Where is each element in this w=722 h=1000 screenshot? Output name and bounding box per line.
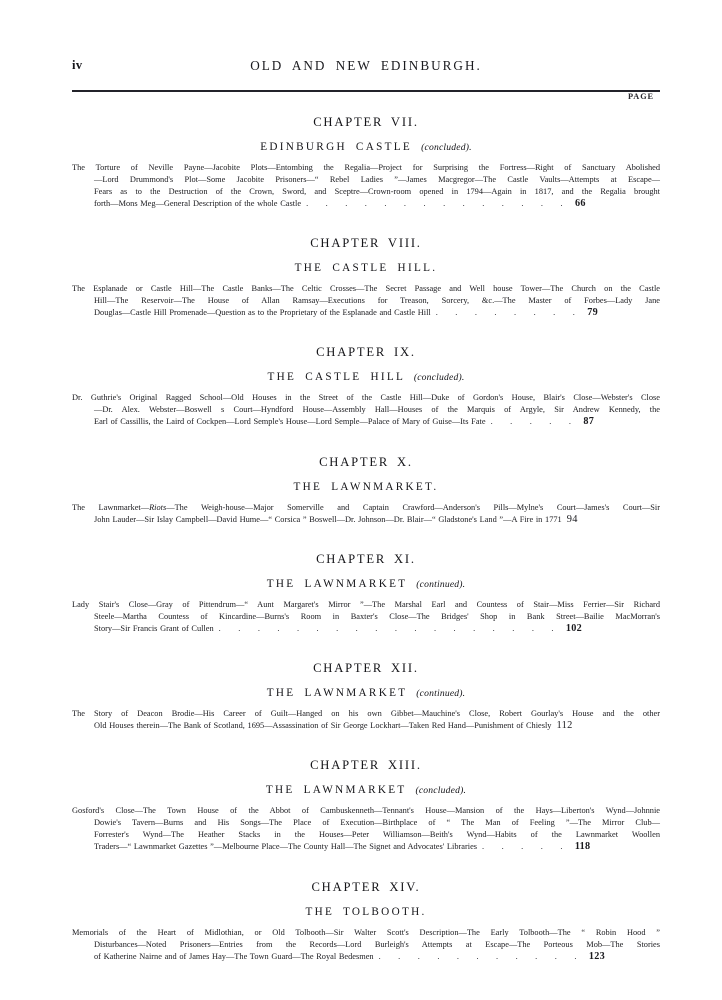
chapter-title-text: THE CASTLE HILL. [294,261,438,274]
chapter-title-qualifier: (concluded). [413,372,465,384]
chapter-entry [72,115,660,210]
chapter-summary-lines [72,708,660,732]
summary-line: —Dr. Alex. Webster—Boswell s Court—Hyndford House—Assembly Hall—Houses of the Marquis of Argyle, Sir Andrew Kennedy, the [94,405,660,415]
summary-line: Hill—The Reservoir—The House of Allan Ramsay—Executions for Treason, Sorcery, &c.—The Master of Forbes—Lady Jane [94,296,660,306]
leader-dots: . . . . . . . . . . . [378,951,584,961]
chapter-entry [72,552,660,635]
folio-number: iv [72,58,83,72]
chapter-summary [72,283,660,319]
summary-line: Steele—Martha Countess of Kincardine—Burns's Room in Baxter's Close—The Bridges' Shop in Bank Street—Bailie MacMorran's [94,611,660,621]
chapter-title [72,784,660,796]
chapter-list [72,115,660,963]
summary-line: Memorials of the Heart of Midlothian, or Old Tolbooth—Sir Walter Scott's Description—The Early Tolbooth—The “ Robin Hood ” [72,927,660,937]
page-number[interactable]: 66 [574,197,586,209]
chapter-title-qualifier: (continued). [416,578,466,590]
chapter-title-text: THE CASTLE HILL [267,371,405,384]
summary-line: Dr. Guthrie's Original Ragged School—Old Houses in the Street of the Castle Hill—Duke of Gordon's House, Blair's Close—Webster's Close [72,393,660,403]
chapter-summary [72,805,660,853]
chapter-title-qualifier: (concluded). [421,141,472,153]
leader-dots: . . . . . [482,842,570,852]
chapter-number: CHAPTER VIII. [310,235,422,250]
chapter-summary-lines [72,502,660,526]
running-head-title: OLD AND NEW EDINBURGH. [250,58,482,73]
summary-line: The Torture of Neville Payne—Jacobite Plots—Entombing the Regalia—Project for Surprising the Fortress—Right of Sanctuary Abolished [72,162,660,172]
summary-line: Old Houses therein—The Bank of Scotland, 1695—Assassination of Sir George Lockhart—Taken Red Hand—Punishment of Chiesly 112 [94,720,573,732]
summary-line: Fears as to the Destruction of the Crown, Sword, and Sceptre—Crown-room opened in 1794—Again in 1817, and the Regalia brought [94,186,660,196]
summary-line: —Lord Drummond's Plot—Some Jacobite Prisoners—“ Rebel Ladies ”—James Macgregor—The Castle Vaults—Attempts at Escape— [94,174,660,184]
summary-line: Forrester's Wynd—The Heather Stacks in the Houses—Peter Williamson—Beith's Wynd—Habits of the Lawnmarket Woollen [94,830,660,840]
chapter-entry [72,236,660,319]
summary-line: The Esplanade or Castle Hill—The Castle Banks—The Celtic Crosses—The Secret Passage and Well house Tower—The Church on the Castle [72,283,660,293]
page-number[interactable]: 118 [574,841,591,853]
leader-dots: . . . . . . . . . . . . . . [306,198,570,208]
chapter-title-qualifier: (concluded). [415,785,467,797]
chapter-summary [72,708,660,732]
chapter-title [72,906,660,918]
running-head [72,58,660,84]
summary-line: Disturbances—Noted Prisoners—Entries from the Records—Lord Burleigh's Attempts at Escape—The Porteous Mob—The Stories [94,939,660,949]
chapter-title-text: THE TOLBOOTH. [305,905,427,918]
chapter-summary-lines [72,927,660,963]
chapter-entry [72,345,660,428]
chapter-title [72,141,660,153]
chapter-summary [72,162,660,210]
summary-line: Douglas—Castle Hill Promenade—Question as to the Proprietary of the Esplanade and Castle Hill . . . . . . . . 79 [94,307,599,319]
chapter-entry [72,758,660,853]
summary-line: forth—Mons Meg—General Description of the whole Castle . . . . . . . . . . . . . . 66 [94,197,586,209]
chapter-summary [72,599,660,635]
chapter-title-text: THE LAWNMARKET [266,687,408,699]
chapter-summary [72,392,660,428]
chapter-entry [72,455,660,526]
chapter-number: CHAPTER XI. [316,551,416,566]
chapter-summary-lines [72,162,660,210]
leader-dots: . . . . . . . . [435,308,583,318]
leader-dots: . . . . . [490,417,579,427]
chapter-number: CHAPTER X. [319,454,413,469]
chapter-title-text: THE LAWNMARKET. [293,480,439,493]
chapter-summary-lines [72,283,660,319]
chapter-number: CHAPTER IX. [316,345,416,360]
chapter-summary [72,927,660,963]
summary-line: of Katherine Nairne and of James Hay—The Town Guard—The Royal Bedesmen . . . . . . . . . . . 123 [94,950,606,962]
chapter-title-text: THE LAWNMARKET [265,784,407,797]
summary-line: Earl of Cassillis, the Laird of Cockpen—Lord Semple's House—Lord Semple—Palace of Mary of Guise—Its Fate . . . . . 87 [94,416,595,428]
chapter-title [72,262,660,274]
page-number[interactable]: 112 [556,720,573,732]
summary-italic-term: Riots [149,502,167,512]
chapter-summary-lines [72,599,660,635]
page-column-label: PAGE [627,91,654,101]
chapter-title-text: EDINBURGH CASTLE [260,140,412,153]
page-number[interactable]: 102 [565,622,583,634]
chapter-summary-lines [72,805,660,853]
leader-dots: . . . . . . . . . . . . . . . . . . [218,623,561,633]
chapter-number: CHAPTER XIV. [311,879,421,894]
chapter-entry [72,661,660,732]
chapter-number: CHAPTER XII. [313,661,419,675]
chapter-title [72,481,660,493]
chapter-summary [72,502,660,526]
summary-line: The Story of Deacon Brodie—His Career of Guilt—Hanged on his own Gibbet—Mauchine's Close, Robert Gourlay's House and the other [72,709,660,718]
summary-line: Lady Stair's Close—Gray of Pittendrum—“ Aunt Margaret's Mirror ”—The Marshal Earl and Countess of Stair—Miss Ferrier—Sir Richard [72,599,660,609]
summary-line: Traders—“ Lawnmarket Gazettes ”—Melbourne Place—The County Hall—The Signet and Advocates' Libraries . . . . . 118 [94,841,591,853]
page-number[interactable]: 79 [587,307,599,319]
summary-line: Dowie's Tavern—Burns and His Songs—The Place of Execution—Birthplace of “ The Man of Feeling ”—The Mirror Club— [94,818,660,828]
page-number[interactable]: 87 [583,416,595,428]
page-number[interactable]: 123 [588,950,606,962]
chapter-title [72,578,660,590]
summary-line: Story—Sir Francis Grant of Cullen . . . . . . . . . . . . . . . . . . 102 [94,622,583,634]
chapter-number: CHAPTER VII. [313,114,419,129]
summary-line: The Lawnmarket—Riots—The Weigh-house—Major Somerville and Captain Crawford—Anderson's Pills—Mylne's Court—James's Court—Sir [72,502,660,512]
chapter-number: CHAPTER XIII. [310,758,422,773]
summary-line: John Lauder—Sir Islay Campbell—David Hume—“ Corsica ” Boswell—Dr. Johnson—Dr. Blair—“ Gladstone's Land ”—A Fire in 1771 94 [94,513,578,525]
chapter-title-qualifier: (continued). [416,688,466,699]
page-number[interactable]: 94 [566,513,578,525]
chapter-entry [72,880,660,963]
page-column-header [72,92,660,105]
chapter-summary-lines [72,392,660,428]
chapter-title [72,687,660,699]
summary-line: Gosford's Close—The Town House of the Abbot of Cambuskenneth—Tennant's House—Mansion of the Hays—Liberton's Wynd—Johnnie [72,806,660,816]
chapter-title-text: THE LAWNMARKET [266,577,408,590]
chapter-title [72,371,660,383]
